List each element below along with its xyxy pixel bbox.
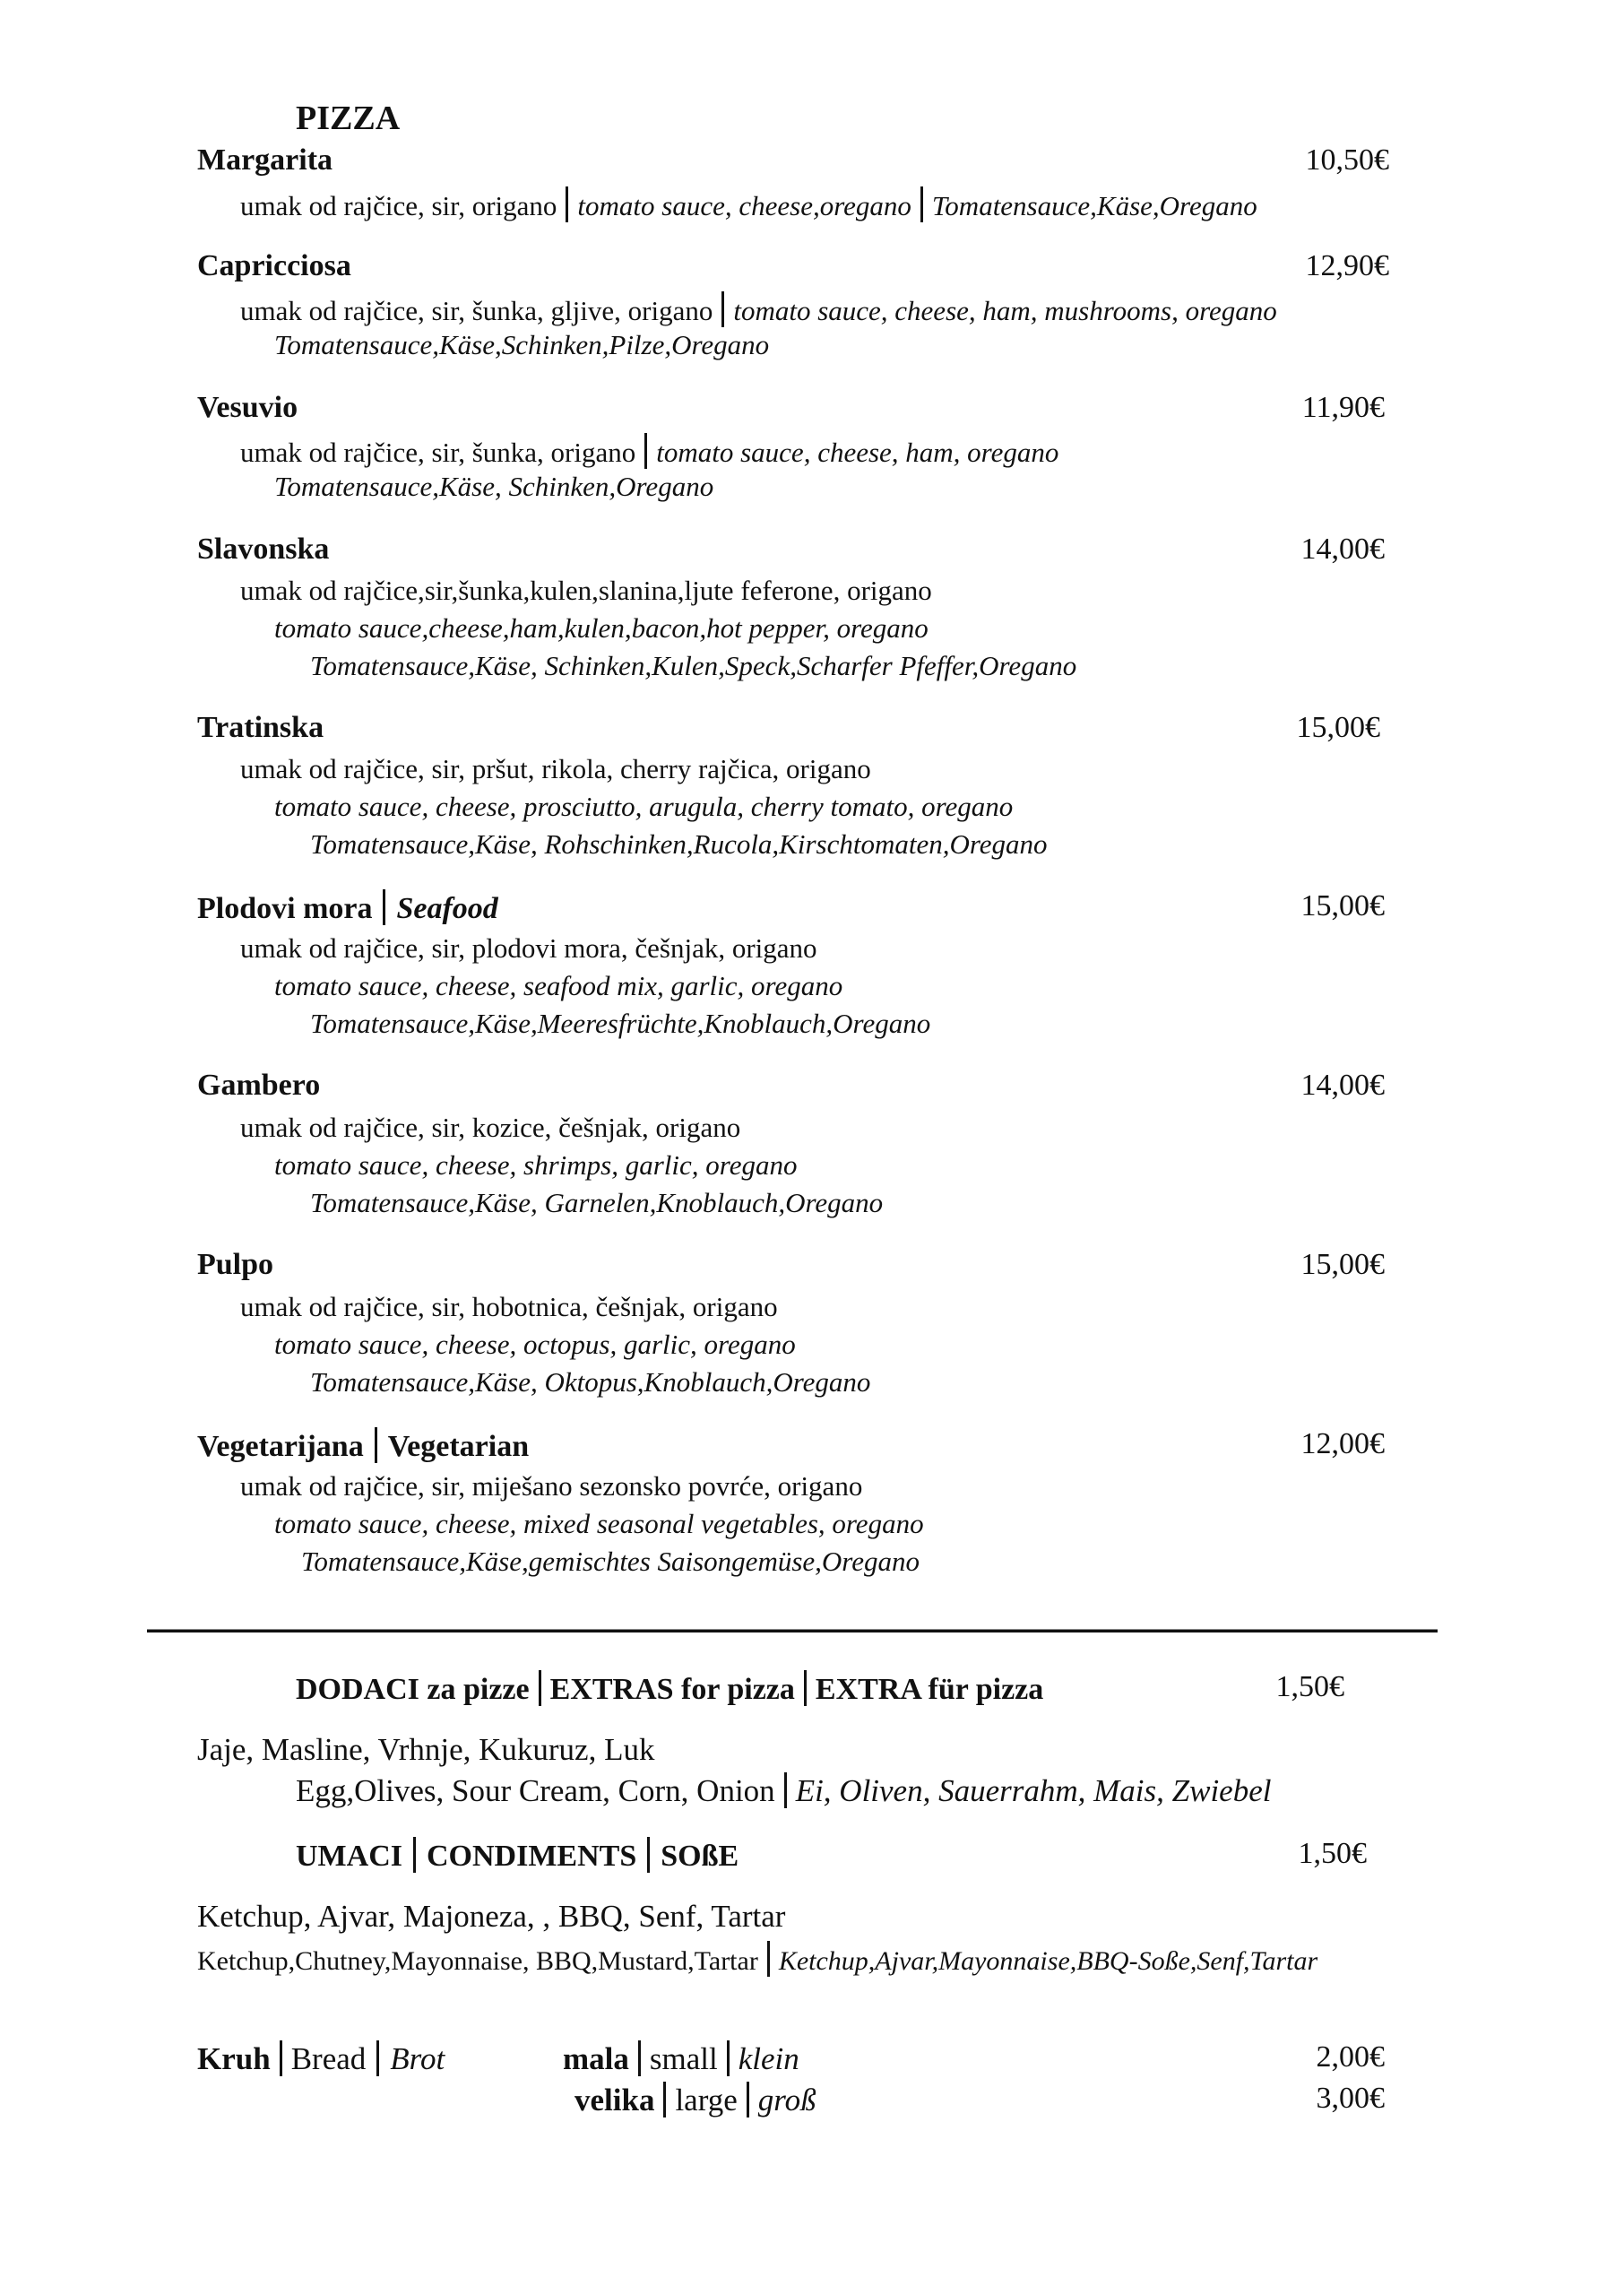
extras-price: 1,50€: [1275, 1670, 1344, 1703]
item-description-de: Tomatensauce,Käse,Schinken,Pilze,Oregano: [274, 329, 770, 360]
item-price: 10,50€: [1305, 143, 1389, 177]
item-price: 12,90€: [1305, 249, 1389, 282]
item-description-de: Tomatensauce,Käse, Schinken,Oregano: [274, 471, 714, 502]
item-description-de: Tomatensauce,Käse, Rohschinken,Rucola,Kirschtomaten,Oregano: [310, 828, 1048, 860]
item-price: 11,90€: [1301, 391, 1385, 424]
item-price: 15,00€: [1296, 711, 1380, 744]
item-description-de: Tomatensauce,Käse,gemischtes Saisongemüse,Oregano: [301, 1546, 920, 1577]
extras-list-en-de: Egg,Olives, Sour Cream, Corn, Onion Ei, Oliven, Sauerrahm, Mais, Zwiebel: [296, 1773, 1272, 1808]
item-name: Tratinska: [197, 711, 324, 744]
item-price: 12,00€: [1300, 1427, 1385, 1460]
item-description-en: tomato sauce, cheese, octopus, garlic, oregano: [274, 1329, 796, 1360]
item-price: 14,00€: [1300, 1069, 1385, 1102]
item-description-en: tomato sauce, cheese, shrimps, garlic, oregano: [274, 1149, 798, 1181]
item-description-de: Tomatensauce,Käse, Schinken,Kulen,Speck,Scharfer Pfeffer,Oregano: [310, 650, 1077, 681]
item-name: Vegetarijana Vegetarian: [197, 1427, 529, 1464]
condiments-list-en-de: Ketchup,Chutney,Mayonnaise, BBQ,Mustard,Tartar Ketchup,Ajvar,Mayonnaise,BBQ-Soße,Senf,Tartar: [197, 1941, 1317, 1977]
section-title: PIZZA: [296, 100, 401, 137]
extras-list-hr: Jaje, Masline, Vrhnje, Kukuruz, Luk: [197, 1732, 655, 1767]
item-price: 15,00€: [1300, 1248, 1385, 1281]
extras-heading: DODACI za pizze EXTRAS for pizza EXTRA für pizza: [296, 1670, 1043, 1707]
item-name: Pulpo: [197, 1248, 274, 1281]
bread-small-price: 2,00€: [1316, 2040, 1385, 2074]
bread-name: Kruh Bread Brot: [197, 2041, 445, 2076]
condiments-price: 1,50€: [1298, 1837, 1367, 1870]
item-description: umak od rajčice, sir, šunka, origano tomato sauce, cheese, ham, oregano: [240, 433, 1058, 469]
item-description: umak od rajčice, sir, origano tomato sauce, cheese,oregano Tomatensauce,Käse,Oregano: [240, 186, 1257, 222]
bread-large-price: 3,00€: [1316, 2082, 1385, 2115]
section-divider: [147, 1629, 1438, 1632]
item-price: 14,00€: [1300, 533, 1385, 566]
condiments-list-hr: Ketchup, Ajvar, Majoneza, , BBQ, Senf, Tartar: [197, 1899, 786, 1934]
item-name: Gambero: [197, 1069, 321, 1102]
item-description-en: tomato sauce, cheese, mixed seasonal vegetables, oregano: [274, 1508, 924, 1539]
item-name: Margarita: [197, 143, 333, 177]
item-name: Plodovi mora Seafood: [197, 889, 498, 926]
condiments-heading: UMACI CONDIMENTS SOßE: [296, 1837, 739, 1874]
item-description-en: tomato sauce, cheese, prosciutto, arugula, cherry tomato, oregano: [274, 791, 1014, 822]
item-description-hr: umak od rajčice, sir, kozice, češnjak, origano: [240, 1112, 741, 1143]
item-name: Vesuvio: [197, 391, 298, 424]
item-description-hr: umak od rajčice, sir, hobotnica, češnjak, origano: [240, 1291, 778, 1322]
item-name: Slavonska: [197, 533, 330, 566]
item-description-en: tomato sauce, cheese, seafood mix, garlic, oregano: [274, 970, 843, 1001]
item-price: 15,00€: [1300, 889, 1385, 922]
item-description: umak od rajčice, sir, šunka, gljive, origano tomato sauce, cheese, ham, mushrooms, oregano: [240, 291, 1277, 327]
bread-size-large: velika large groß: [574, 2083, 816, 2117]
item-description-de: Tomatensauce,Käse, Garnelen,Knoblauch,Oregano: [310, 1187, 884, 1218]
item-description-de: Tomatensauce,Käse, Oktopus,Knoblauch,Oregano: [310, 1366, 871, 1398]
bread-size-small: mala small klein: [563, 2041, 799, 2076]
item-description-de: Tomatensauce,Käse,Meeresfrüchte,Knoblauch,Oregano: [310, 1008, 931, 1039]
item-name: Capricciosa: [197, 249, 351, 282]
item-description-en: tomato sauce,cheese,ham,kulen,bacon,hot pepper, oregano: [274, 612, 929, 644]
item-description-hr: umak od rajčice,sir,šunka,kulen,slanina,ljute feferone, origano: [240, 575, 932, 606]
item-description-hr: umak od rajčice, sir, plodovi mora, češnjak, origano: [240, 932, 817, 964]
item-description-hr: umak od rajčice, sir, pršut, rikola, cherry rajčica, origano: [240, 753, 871, 784]
item-description-hr: umak od rajčice, sir, miješano sezonsko povrće, origano: [240, 1470, 863, 1502]
